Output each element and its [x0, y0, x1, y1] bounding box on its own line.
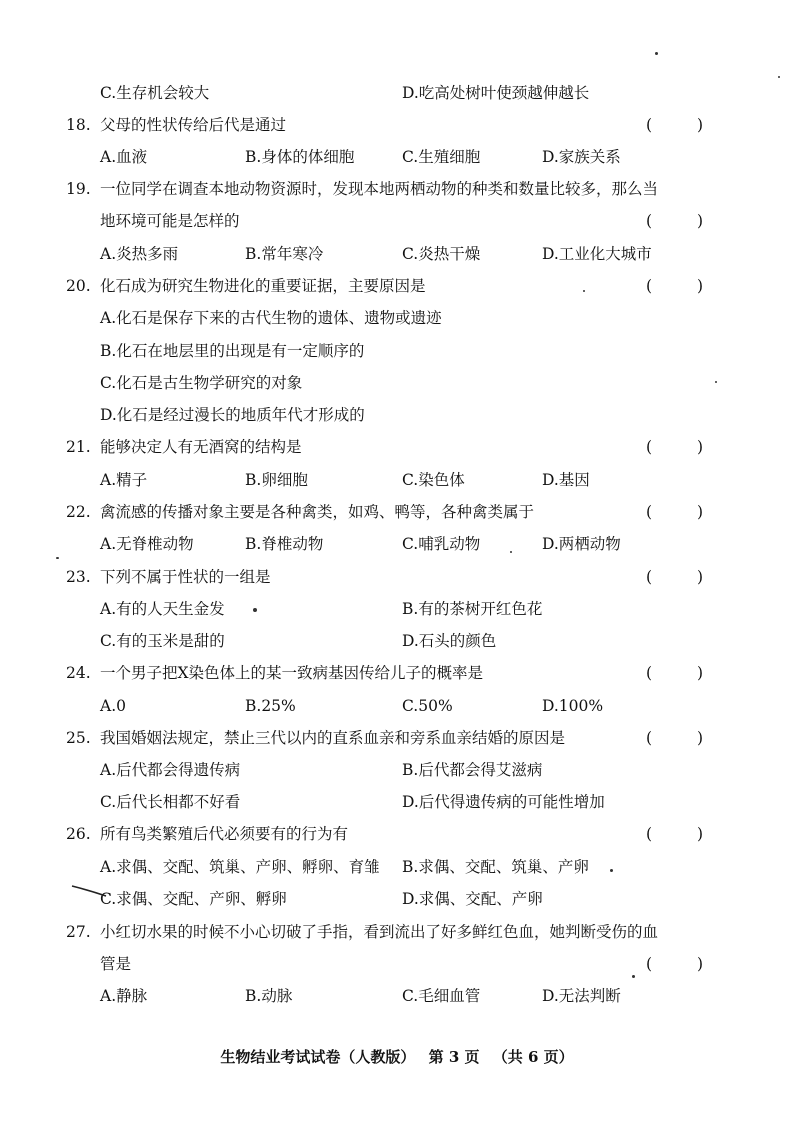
q20-number: 20. [66, 277, 91, 295]
q22-stem-line [0, 501, 794, 523]
q20-option-b: B.化石在地层里的出现是有一定顺序的 [100, 342, 365, 360]
q26-option-a: A.求偶、交配、筑巢、产卵、孵卵、育雏 [100, 858, 380, 876]
scan-speck [510, 551, 512, 553]
q25-answer-bracket: ( ) [646, 729, 724, 747]
q21-number: 21. [66, 438, 91, 456]
footer-total-pages: （共 6 页） [492, 1048, 574, 1066]
q21-stem: 能够决定人有无酒窝的结构是 [100, 438, 302, 456]
q27-option-a: A.静脉 [100, 987, 148, 1005]
q23-number: 23. [66, 568, 91, 586]
q18-option-b: B.身体的体细胞 [245, 148, 355, 166]
q27-stem-line-2 [0, 953, 794, 975]
scan-speck [56, 557, 59, 559]
q18-stem-line [0, 114, 794, 136]
q18-option-c: C.生殖细胞 [402, 148, 481, 166]
q22-number: 22. [66, 503, 91, 521]
scan-speck [253, 608, 257, 612]
q23-answer-bracket: ( ) [646, 568, 724, 586]
q27-option-d: D.无法判断 [542, 987, 621, 1005]
q19-stem-1: 一位同学在调查本地动物资源时，发现本地两栖动物的种类和数量比较多，那么当 [100, 180, 659, 198]
q21-option-a: A.精子 [100, 471, 148, 489]
scan-speck [715, 381, 717, 383]
q19-option-d: D.工业化大城市 [542, 245, 652, 263]
q24-option-d: D.100% [542, 697, 604, 715]
scan-speck [610, 869, 613, 872]
q27-number: 27. [66, 923, 91, 941]
q18-stem: 父母的性状传给后代是通过 [100, 116, 287, 134]
q24-option-b: B.25% [245, 697, 296, 715]
q21-option-d: D.基因 [542, 471, 590, 489]
q19-option-a: A.炎热多雨 [100, 245, 179, 263]
q19-option-b: B.常年寒冷 [245, 245, 324, 263]
q21-answer-bracket: ( ) [646, 438, 724, 456]
q23-option-a: A.有的人天生金发 [100, 600, 225, 618]
q27-option-b: B.动脉 [245, 987, 293, 1005]
q26-option-b: B.求偶、交配、筑巢、产卵 [402, 858, 589, 876]
q17-option-d: D.吃高处树叶使颈越伸越长 [402, 84, 590, 102]
q20-option-c: C.化石是古生物学研究的对象 [100, 374, 303, 392]
q25-option-d: D.后代得遗传病的可能性增加 [402, 793, 605, 811]
q26-stem-line [0, 823, 794, 845]
q25-option-b: B.后代都会得艾滋病 [402, 761, 543, 779]
q21-option-c: C.染色体 [402, 471, 465, 489]
q23-option-c: C.有的玉米是甜的 [100, 632, 225, 650]
q19-number: 19. [66, 180, 91, 198]
q22-option-d: D.两栖动物 [542, 535, 621, 553]
q19-stem-2: 地环境可能是怎样的 [100, 212, 240, 230]
q24-option-a: A.0 [100, 697, 126, 715]
q17-option-c: C.生存机会较大 [100, 84, 210, 102]
q22-option-b: B.脊椎动物 [245, 535, 324, 553]
q18-number: 18. [66, 116, 91, 134]
q18-option-d: D.家族关系 [542, 148, 621, 166]
q26-option-d: D.求偶、交配、产卵 [402, 890, 543, 908]
q20-option-d: D.化石是经过漫长的地质年代才形成的 [100, 406, 365, 424]
q27-answer-bracket: ( ) [646, 955, 724, 973]
q19-option-c: C.炎热干燥 [402, 245, 481, 263]
q27-option-c: C.毛细血管 [402, 987, 481, 1005]
q21-stem-line [0, 436, 794, 458]
q20-answer-bracket: ( ) [646, 277, 724, 295]
q22-option-c: C.哺乳动物 [402, 535, 481, 553]
q25-stem: 我国婚姻法规定，禁止三代以内的直系血亲和旁系血亲结婚的原因是 [100, 729, 566, 747]
q24-stem-line [0, 662, 794, 684]
q24-number: 24. [66, 664, 91, 682]
scan-speck [778, 76, 780, 78]
q20-option-a: A.化石是保存下来的古代生物的遗体、遗物或遗迹 [100, 309, 442, 327]
q23-option-d: D.石头的颜色 [402, 632, 497, 650]
footer-exam-title: 生物结业考试试卷（人教版） [220, 1048, 416, 1066]
q19-stem-line-1 [0, 178, 794, 200]
scan-speck [655, 52, 658, 55]
q23-stem: 下列不属于性状的一组是 [100, 568, 271, 586]
q26-option-c: C.求偶、交配、产卵、孵卵 [100, 890, 287, 908]
scan-speck [583, 290, 585, 292]
q24-option-c: C.50% [402, 697, 453, 715]
scan-speck [632, 975, 635, 978]
q27-stem-2: 管是 [100, 955, 132, 973]
q18-option-a: A.血液 [100, 148, 148, 166]
q23-stem-line [0, 566, 794, 588]
q19-stem-line-2 [0, 210, 794, 232]
q26-number: 26. [66, 825, 91, 843]
q24-stem: 一个男子把X染色体上的某一致病基因传给儿子的概率是 [100, 664, 484, 682]
q18-answer-bracket: ( ) [646, 116, 724, 134]
q24-answer-bracket: ( ) [646, 664, 724, 682]
q26-stem: 所有鸟类繁殖后代必须要有的行为有 [100, 825, 349, 843]
footer-page-number: 第 3 页 [428, 1048, 480, 1066]
q27-stem-line-1 [0, 921, 794, 943]
q20-stem-line [0, 275, 794, 297]
q25-number: 25. [66, 729, 91, 747]
q22-stem: 禽流感的传播对象主要是各种禽类，如鸡、鸭等，各种禽类属于 [100, 503, 535, 521]
q22-option-a: A.无脊椎动物 [100, 535, 194, 553]
q22-answer-bracket: ( ) [646, 503, 724, 521]
page-footer [0, 1046, 794, 1067]
q19-answer-bracket: ( ) [646, 212, 724, 230]
q23-option-b: B.有的茶树开红色花 [402, 600, 543, 618]
q26-answer-bracket: ( ) [646, 825, 724, 843]
q25-option-c: C.后代长相都不好看 [100, 793, 241, 811]
pen-stroke-mark [70, 884, 110, 898]
q20-stem: 化石成为研究生物进化的重要证据，主要原因是 [100, 277, 426, 295]
q25-stem-line [0, 727, 794, 749]
q21-option-b: B.卵细胞 [245, 471, 308, 489]
q27-stem-1: 小红切水果的时候不小心切破了手指，看到流出了好多鲜红色血，她判断受伤的血 [100, 923, 659, 941]
q25-option-a: A.后代都会得遗传病 [100, 761, 241, 779]
